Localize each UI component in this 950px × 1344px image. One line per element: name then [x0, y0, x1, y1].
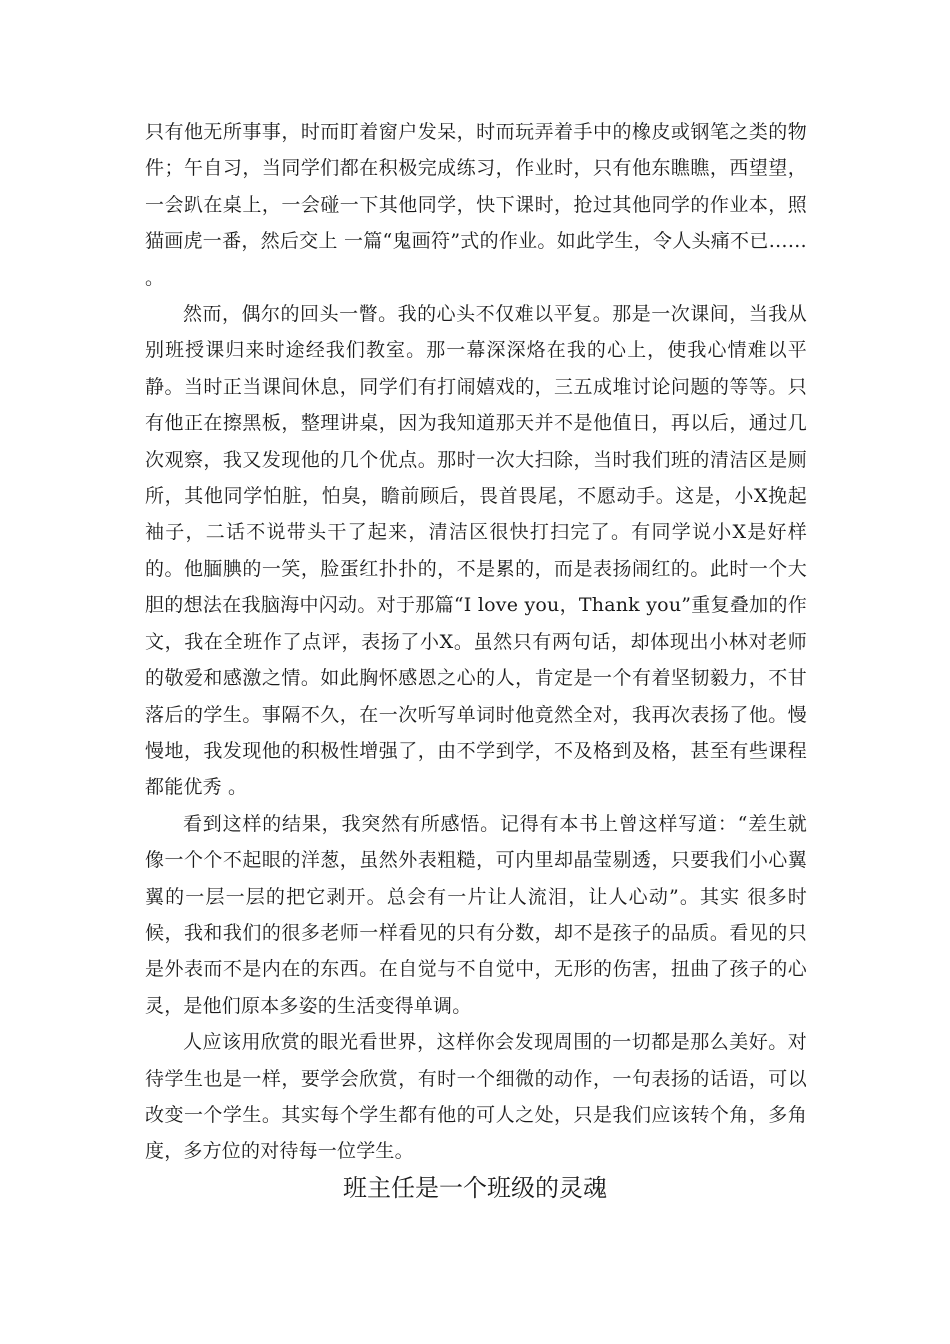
paragraph-3: 看到这样的结果，我突然有所感悟。记得有本书上曾这样写道：“差生就像一个个不起眼的洋葱，虽然外表粗糙，可内里却晶莹剔透，只要我们小心翼翼的一层一层的把它剥开。总会有一片让人流泪，让人心动”。其实 很多时候，我和我们的很多老师一样看见的只有分数，却不是孩子的品质。看见的只是外表而不是内在的东西。在自觉与不自觉中，无形的伤害，扭曲了孩子的心灵，是他们原本多姿的生活变得单调。	[145, 812, 807, 1017]
body-text	[145, 114, 807, 1170]
paragraph-1: 只有他无所事事，时而盯着窗户发呆，时而玩弄着手中的橡皮或钢笔之类的物件；午自习，当同学们都在积极完成练习，作业时，只有他东瞧瞧，西望望，一会趴在桌上，一会碰一下其他同学，快下课时，抢过其他同学的作业本，照猫画虎一番，然后交上 一篇“鬼画符”式的作业。如此学生，令人头痛不已…… 。	[145, 121, 807, 289]
section-heading: 班主任是一个班级的灵魂	[343, 1174, 607, 1202]
paragraph-4: 人应该用欣赏的眼光看世界，这样你会发现周围的一切都是那么美好。对待学生也是一样，要学会欣赏，有时一个细微的动作，一句表扬的话语，可以改变一个学生。其实每个学生都有他的可人之处，只是我们应该转个角，多角度，多方位的对待每一位学生。	[145, 1031, 807, 1163]
paragraph-2: 然而，偶尔的回头一瞥。我的心头不仅难以平复。那是一次课间，当我从别班授课归来时途经我们教室。那一幕深深烙在我的心上，使我心情难以平静。当时正当课间休息，同学们有打闹嬉戏的，三五成堆讨论问题的等等。只有他正在擦黑板，整理讲桌，因为我知道那天并不是他值日，再以后，通过几次观察，我又发现他的几个优点。那时一次大扫除，当时我们班的清洁区是厕所，其他同学怕脏，怕臭，瞻前顾后，畏首畏尾，不愿动手。这是，小X挽起袖子，二话不说带头干了起来，清洁区很快打扫完了。有同学说小X是好样的。他腼腆的一笑，脸蛋红扑扑的，不是累的，而是表扬闹红的。此时一个大胆的想法在我脑海中闪动。对于那篇“I love you，Thank you”重复叠加的作文，我在全班作了点评，表扬了小X。虽然只有两句话，却体现出小林对老师的敬爱和感激之情。如此胸怀感恩之心的人，肯定是一个有着坚韧毅力，不甘落后的学生。事隔不久，在一次听写单词时他竟然全对，我再次表扬了他。慢慢地，我发现他的积极性增强了，由不学到学，不及格到及格，甚至有些课程都能优秀 。	[145, 303, 807, 799]
